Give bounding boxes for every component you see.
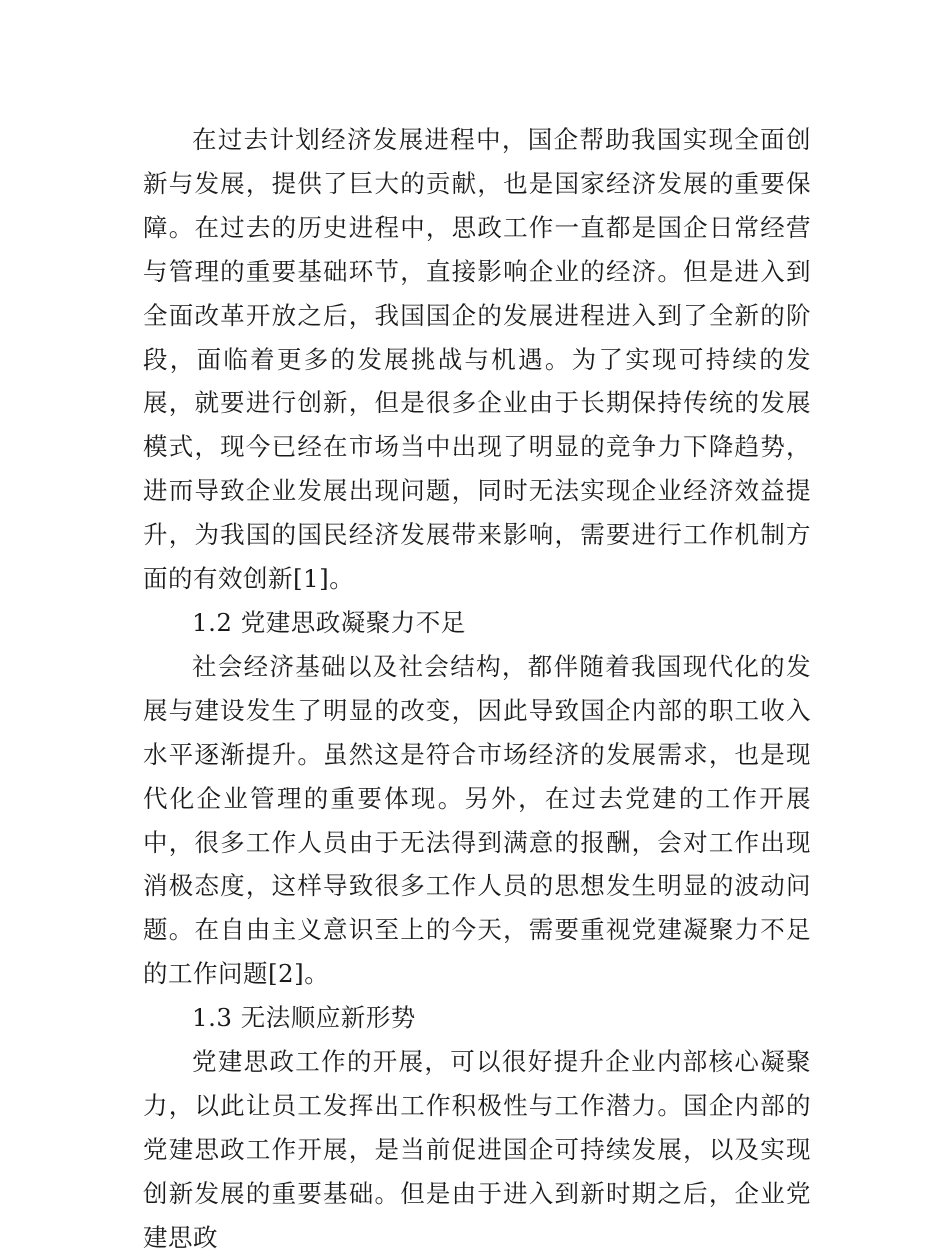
paragraph-cohesion: 社会经济基础以及社会结构，都伴随着我国现代化的发展与建设发生了明显的改变，因此导致国企内部的职工收入水平逐渐提升。虽然这是符合市场经济的发展需求，也是现代化企业管理的重要体现。另外，在过去党建的工作开展中，很多工作人员由于无法得到满意的报酬，会对工作出现消极态度，这样导致很多工作人员的思想发生明显的波动问题。在自由主义意识至上的今天，需要重视党建凝聚力不足的工作问题[2]。 <box>143 651 811 989</box>
section-heading-1-3: 1.3 无法顺应新形势 <box>192 1003 416 1033</box>
paragraph-planned-economy: 在过去计划经济发展进程中，国企帮助我国实现全面创新与发展，提供了巨大的贡献，也是国家经济发展的重要保障。在过去的历史进程中，思政工作一直都是国企日常经营与管理的重要基础环节，直接影响企业的经济。但是进入到全面改革开放之后，我国国企的发展进程进入到了全新的阶段，面临着更多的发展挑战与机遇。为了实现可持续的发展，就要进行创新，但是很多企业由于长期保持传统的发展模式，现今已经在市场当中出现了明显的竞争力下降趋势，进而导致企业发展出现问题，同时无法实现企业经济效益提升，为我国的国民经济发展带来影响，需要进行工作机制方面的有效创新[1]。 <box>143 125 811 594</box>
paragraph-new-situation: 党建思政工作的开展，可以很好提升企业内部核心凝聚力，以此让员工发挥出工作积极性与工作潜力。国企内部的党建思政工作开展，是当前促进国企可持续发展，以及实现创新发展的重要基础。但是由于进入到新时期之后，企业党建思政 <box>143 1047 811 1252</box>
section-heading-1-2: 1.2 党建思政凝聚力不足 <box>192 607 466 637</box>
document-page <box>143 118 811 1260</box>
